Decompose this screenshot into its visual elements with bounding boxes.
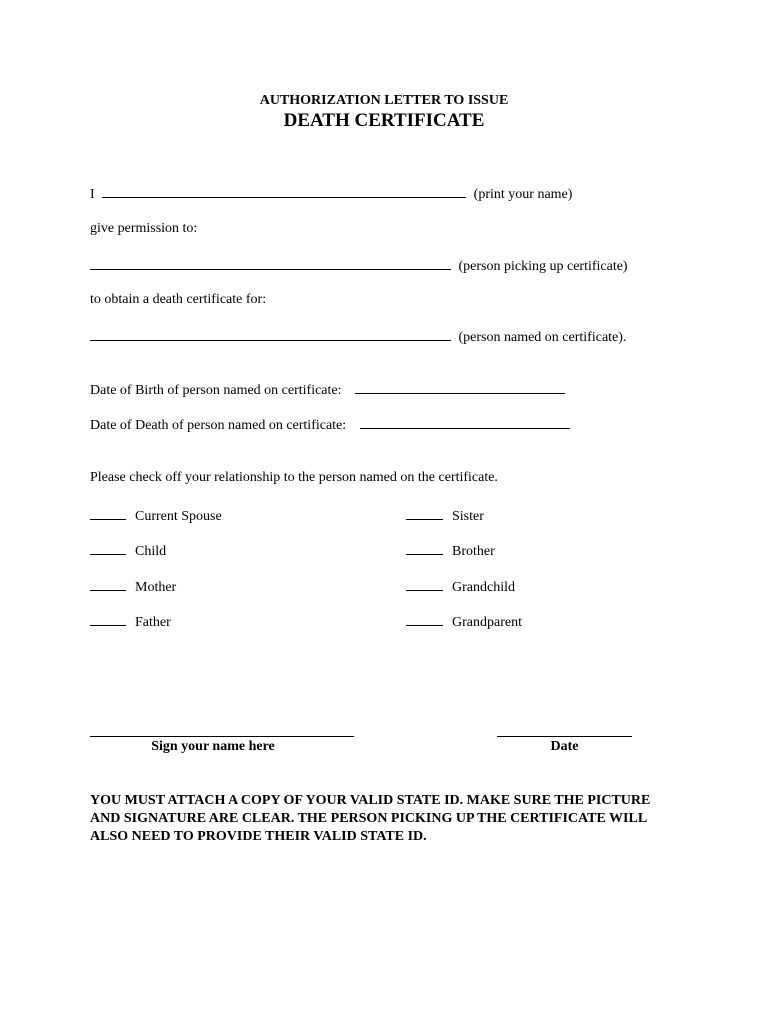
picker-name-field[interactable] bbox=[90, 257, 451, 270]
relationship-checkbox[interactable] bbox=[90, 507, 126, 520]
relationship-checkbox[interactable] bbox=[90, 613, 126, 626]
signature-line[interactable] bbox=[90, 736, 354, 737]
named-person-row bbox=[90, 328, 626, 346]
signature-label: Sign your name here bbox=[151, 739, 275, 754]
relationship-checkbox[interactable] bbox=[406, 507, 443, 520]
dod-label: Date of Death of person named on certificate: bbox=[90, 418, 347, 433]
relationship-checkbox[interactable] bbox=[406, 613, 443, 626]
relationship-option-grandparent bbox=[406, 613, 522, 631]
relationship-option-grandchild bbox=[406, 578, 515, 596]
relationship-label: Sister bbox=[452, 509, 484, 524]
relationship-label: Current Spouse bbox=[135, 509, 222, 524]
date-line[interactable] bbox=[497, 736, 632, 737]
dod-field[interactable] bbox=[360, 416, 570, 429]
relationship-option-mother bbox=[90, 578, 176, 596]
relationship-option-child bbox=[90, 542, 166, 560]
document-title-line1: AUTHORIZATION LETTER TO ISSUE bbox=[259, 93, 509, 108]
dob-label: Date of Birth of person named on certificate: bbox=[90, 383, 342, 398]
relationship-checkbox[interactable] bbox=[90, 542, 126, 555]
dob-row bbox=[90, 381, 565, 399]
relationship-label: Mother bbox=[135, 580, 177, 595]
relationship-label: Brother bbox=[452, 544, 495, 559]
obtain-for-text: to obtain a death certificate for: bbox=[90, 292, 267, 307]
dob-field[interactable] bbox=[355, 381, 565, 394]
relationship-option-current-spouse bbox=[90, 507, 222, 525]
print-name-row bbox=[90, 185, 572, 203]
relationship-label: Father bbox=[135, 615, 171, 630]
relationship-label: Grandchild bbox=[452, 580, 515, 595]
relationship-label: Child bbox=[135, 544, 167, 559]
print-name-hint: (print your name) bbox=[473, 187, 573, 202]
name-prefix: I bbox=[90, 187, 95, 202]
relationship-option-father bbox=[90, 613, 171, 631]
picker-name-row bbox=[90, 257, 628, 275]
print-name-field[interactable] bbox=[102, 185, 466, 198]
relationship-label: Grandparent bbox=[452, 615, 522, 630]
named-person-field[interactable] bbox=[90, 328, 451, 341]
picker-name-hint: (person picking up certificate) bbox=[458, 259, 628, 274]
id-notice: YOU MUST ATTACH A COPY OF YOUR VALID STATE ID. MAKE SURE THE PICTURE AND SIGNATURE ARE CLEAR. THE PERSON PICKING UP THE CERTIFICATE WILL ALSO NEED TO PROVIDE THEIR VALID STATE ID. bbox=[90, 793, 651, 844]
relationship-checkbox[interactable] bbox=[90, 578, 126, 591]
relationship-prompt: Please check off your relationship to the person named on the certificate. bbox=[90, 470, 498, 485]
relationship-checkbox[interactable] bbox=[406, 578, 443, 591]
give-permission-text: give permission to: bbox=[90, 221, 198, 236]
named-person-hint: (person named on certificate). bbox=[458, 330, 627, 345]
relationship-option-sister bbox=[406, 507, 484, 525]
document-title-line2: DEATH CERTIFICATE bbox=[283, 110, 485, 131]
relationship-option-brother bbox=[406, 542, 495, 560]
date-label: Date bbox=[550, 739, 579, 754]
dod-row bbox=[90, 416, 570, 434]
relationship-checkbox[interactable] bbox=[406, 542, 443, 555]
